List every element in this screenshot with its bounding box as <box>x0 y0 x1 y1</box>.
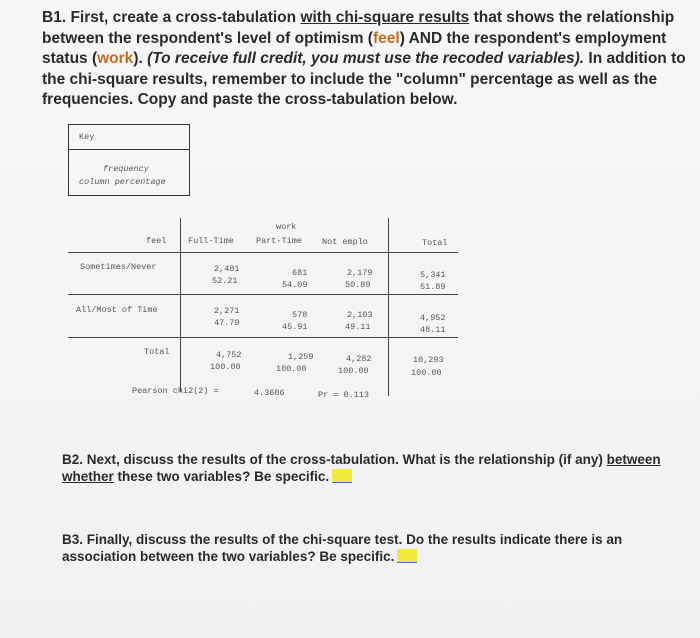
variable-feel: feel <box>372 29 400 47</box>
table-cell: 49.11 <box>345 322 371 332</box>
column-header-total: Total <box>422 238 448 248</box>
variable-work: work <box>97 50 134 67</box>
between-whether-underlined: between whether <box>62 452 661 484</box>
pearson-label: Pearson chi2(2) = <box>132 386 219 396</box>
answer-highlight[interactable] <box>397 549 417 563</box>
key-column-percentage: column percentage <box>79 177 166 187</box>
column-header-part-time: Part-Time <box>256 236 302 246</box>
question-b1 <box>42 8 690 111</box>
table-cell: 45.91 <box>282 322 308 332</box>
table-cell: 47.79 <box>214 318 240 328</box>
key-title: Key <box>79 132 95 142</box>
question-b1-text-5: In addition to the chi-square results, remember to include the "column" percentage as well as the frequencies. Copy and paste the cross-tabulation below. <box>42 50 686 108</box>
row-rule-1 <box>68 294 458 295</box>
table-cell: 5,341 <box>420 270 446 280</box>
question-b3-label: B3 <box>62 532 80 547</box>
row-rule-2 <box>68 337 458 338</box>
question-b1-text-4: ). <box>133 50 148 67</box>
row-label-all-most: All/Most of Time <box>76 305 158 315</box>
table-cell: 100.00 <box>276 364 307 374</box>
p-value: Pr = 0.113 <box>318 390 370 400</box>
table-cell: 2,179 <box>347 268 373 278</box>
table-cell: 100.00 <box>210 362 241 372</box>
question-b1-text-2: that shows the relationship between the respondent's level of optimism ( <box>42 9 675 47</box>
table-cell: 578 <box>292 310 308 320</box>
key-header <box>69 125 189 150</box>
key-frequency: frequency <box>103 164 149 174</box>
question-b2-text-2: these two variables? Be specific. <box>113 469 330 484</box>
table-cell: 100.00 <box>338 366 369 376</box>
column-header-not-employed: Not emplo <box>322 237 368 247</box>
table-cell: 50.89 <box>345 280 371 290</box>
question-b1-text: . First, create a cross-tabulation <box>61 9 301 26</box>
header-rule <box>68 252 458 253</box>
row-variable-label: feel <box>146 236 167 246</box>
table-cell: 48.11 <box>420 325 446 335</box>
table-cell: 54.09 <box>282 280 308 290</box>
row-label-divider <box>180 218 181 392</box>
table-cell: 51.89 <box>420 282 446 292</box>
column-variable-label: work <box>276 222 297 232</box>
row-label-sometimes-never: Sometimes/Never <box>80 262 157 272</box>
question-b1-text-3: ) AND the respondent's employment status ( <box>42 29 667 67</box>
chi2-value: 4.3606 <box>254 388 285 398</box>
total-divider <box>388 218 389 396</box>
column-header-full-time: Full-Time <box>188 236 234 246</box>
recoded-note: (To receive full credit, you must use the recoded variables). <box>147 50 585 67</box>
table-cell: 4,752 <box>216 350 242 360</box>
table-cell: 4,282 <box>346 354 372 364</box>
table-cell: 100.00 <box>411 368 442 378</box>
question-b2 <box>62 451 682 485</box>
key-box <box>68 124 190 196</box>
table-cell: 4,952 <box>420 313 446 323</box>
table-cell: 2,481 <box>214 264 240 274</box>
chi-square-underlined: with chi-square results <box>300 9 470 26</box>
table-cell: 2,103 <box>347 310 373 320</box>
question-b3 <box>62 531 662 565</box>
answer-highlight[interactable] <box>332 469 352 483</box>
question-b2-label: B2 <box>62 452 80 467</box>
table-cell: 10,293 <box>413 355 444 365</box>
table-cell: 2,271 <box>214 306 240 316</box>
table-cell: 681 <box>292 268 308 278</box>
question-b3-text: . Finally, discuss the results of the chi-square test. Do the results indicate there is an association between the two variables? Be specific. <box>62 532 623 564</box>
row-label-total: Total <box>144 347 170 357</box>
table-cell: 1,259 <box>288 352 314 362</box>
question-b1-label: B1 <box>42 9 62 26</box>
question-b2-text: . Next, discuss the results of the cross-tabulation. What is the relationship (if any) <box>79 452 607 467</box>
table-cell: 52.21 <box>212 276 238 286</box>
